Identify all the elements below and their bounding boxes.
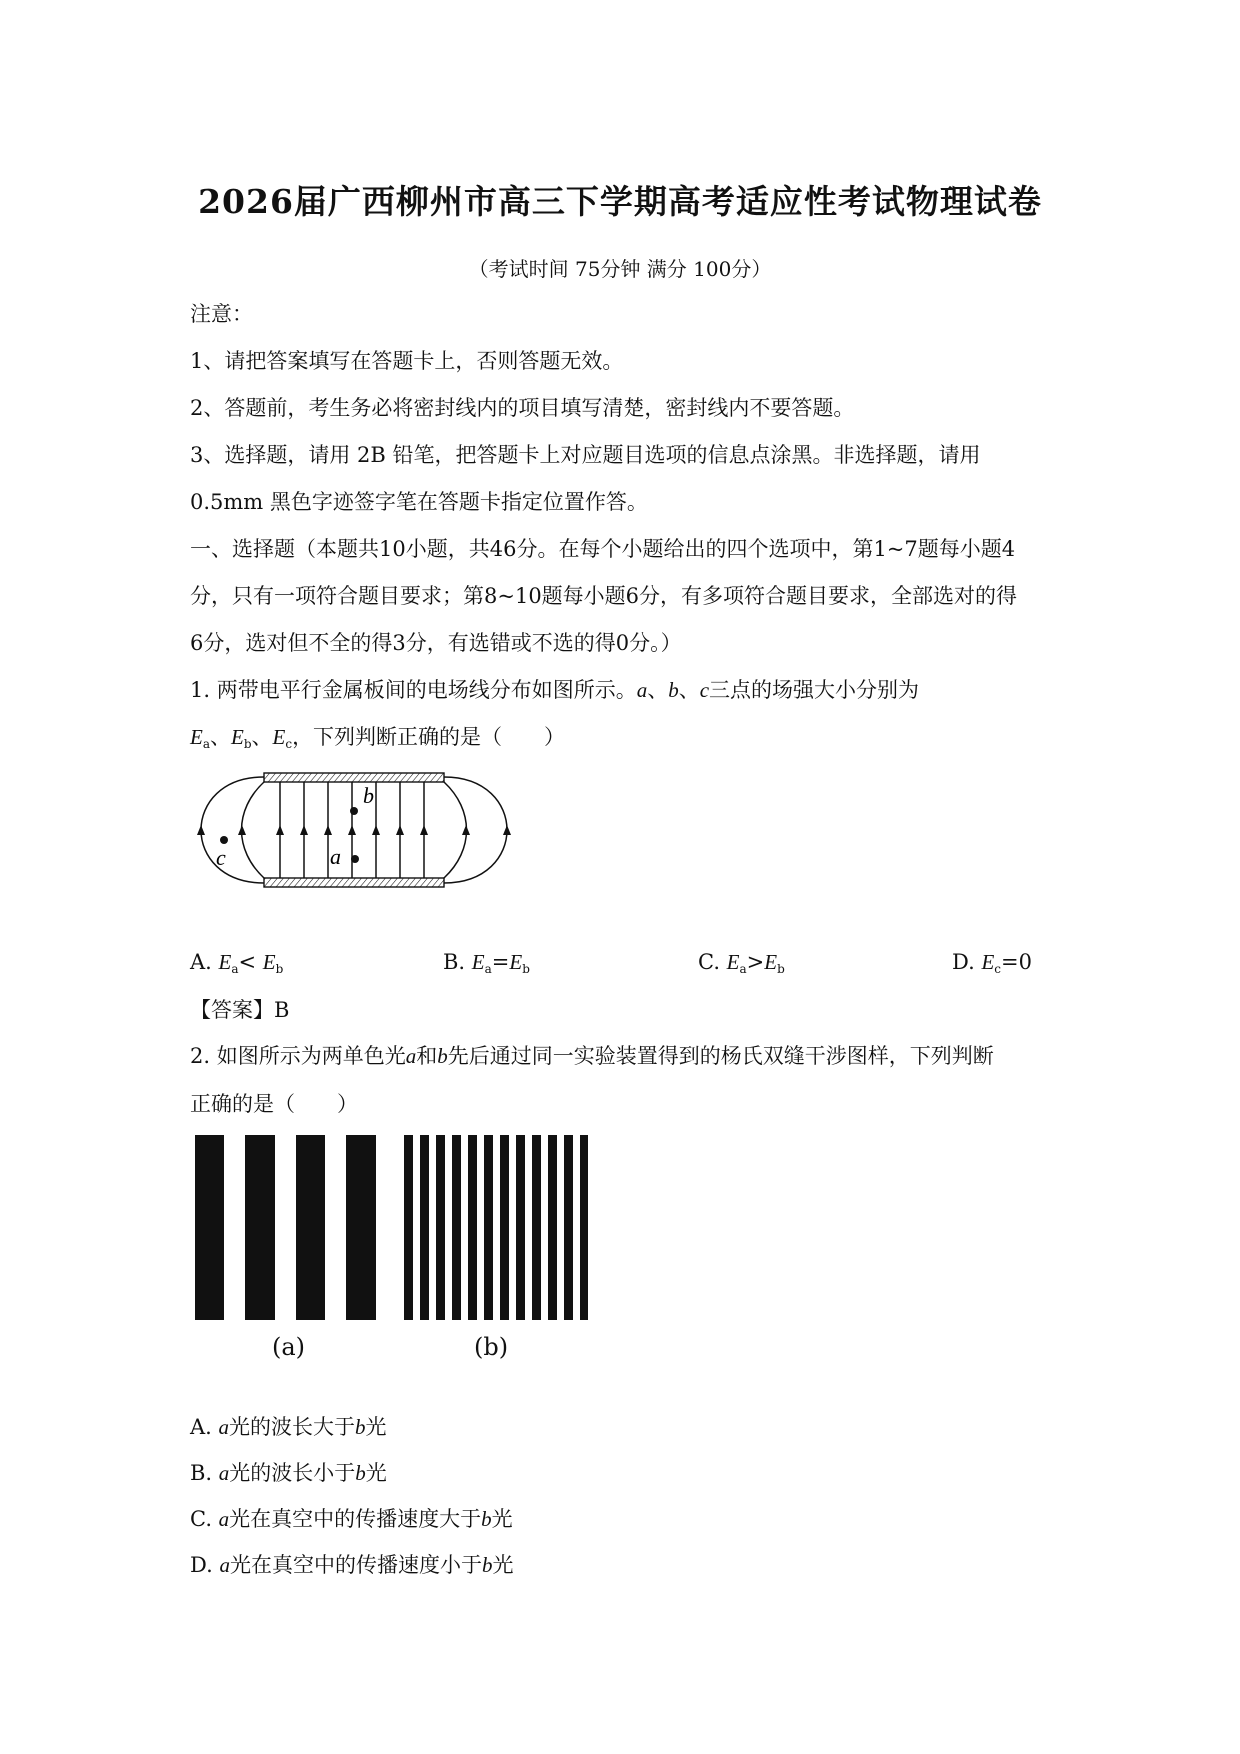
- q1-option-c[interactable]: [698, 950, 785, 976]
- option-text: 光的波长大于: [229, 1415, 356, 1439]
- dark-fringe: [516, 1135, 525, 1320]
- q1-stem-line2: [190, 721, 565, 751]
- point-a-label: a: [330, 844, 341, 869]
- q1-stem-line1: [190, 674, 919, 704]
- q2-stem-text: 先后通过同一实验装置得到的杨氏双缝干涉图样，下列判断: [447, 1044, 994, 1068]
- dark-fringe: [580, 1135, 588, 1320]
- var-E: E: [272, 725, 286, 749]
- separator: 、: [678, 678, 700, 702]
- top-plate: [264, 773, 444, 782]
- var-E: E: [218, 950, 232, 974]
- bottom-plate: [264, 878, 444, 887]
- option-text: 光: [365, 1415, 387, 1439]
- arrowhead: [348, 825, 356, 835]
- q2-option-d[interactable]: [190, 1549, 513, 1579]
- q2-option-b[interactable]: [190, 1457, 387, 1487]
- var-E: E: [190, 725, 203, 749]
- section-instruction: 分，只有一项符合题目要求；第8~10题每小题6分，有多项符合题目要求，全部选对的得: [190, 584, 1018, 608]
- q1-option-b[interactable]: [443, 950, 530, 976]
- var-b: b: [481, 1553, 493, 1577]
- section-instruction: 6分，选对但不全的得3分，有选错或不选的得0分。）: [190, 631, 682, 655]
- subscript-b: b: [522, 962, 530, 976]
- operator: =0: [1001, 950, 1032, 974]
- option-prefix: A.: [190, 1415, 219, 1439]
- operator: <: [238, 950, 263, 974]
- dark-fringe: [548, 1135, 557, 1320]
- inner-field-line-left: [242, 782, 265, 878]
- option-prefix: B.: [443, 950, 472, 974]
- q1-option-d[interactable]: [952, 950, 1032, 976]
- notice-item: 0.5mm 黑色字迹签字笔在答题卡指定位置作答。: [190, 490, 648, 514]
- dark-fringe: [420, 1135, 429, 1320]
- dark-fringe: [484, 1135, 493, 1320]
- arrowhead: [276, 825, 284, 835]
- notice-item: 2、答题前，考生务必将密封线内的项目填写清楚，密封线内不要答题。: [190, 396, 855, 420]
- var-E: E: [509, 950, 523, 974]
- option-text: 光的波长小于: [229, 1461, 356, 1485]
- var-E: E: [981, 950, 995, 974]
- q1-option-a[interactable]: [190, 950, 283, 976]
- option-text: 光在真空中的传播速度大于: [229, 1507, 482, 1531]
- option-text: 光: [491, 1507, 513, 1531]
- conjunction: 和: [416, 1044, 438, 1068]
- subscript-b: b: [243, 737, 252, 751]
- option-text: 光在真空中的传播速度小于: [229, 1553, 482, 1577]
- point-c-dot: [220, 836, 228, 844]
- option-prefix: C.: [698, 950, 727, 974]
- operator: =: [491, 950, 510, 974]
- var-E: E: [764, 950, 778, 974]
- arrowhead: [197, 825, 205, 835]
- arrowhead: [396, 825, 404, 835]
- arrowhead: [372, 825, 380, 835]
- dark-fringe: [532, 1135, 541, 1320]
- page-title: 2026届广西柳州市高三下学期高考适应性考试物理试卷: [198, 182, 1042, 221]
- var-E: E: [262, 950, 276, 974]
- var-b: b: [437, 1044, 448, 1068]
- var-E: E: [726, 950, 740, 974]
- var-a: a: [218, 1461, 230, 1485]
- interference-pattern-a: [190, 1130, 380, 1320]
- q2-option-a[interactable]: [190, 1411, 387, 1441]
- dark-fringe: [452, 1135, 461, 1320]
- var-b: b: [668, 678, 679, 702]
- var-a: a: [219, 1553, 230, 1577]
- dark-fringe: [564, 1135, 573, 1320]
- notice-heading: 注意：: [190, 302, 253, 326]
- q2-option-c[interactable]: [190, 1503, 513, 1533]
- arrowhead: [503, 825, 511, 835]
- var-a: a: [218, 1415, 230, 1439]
- option-prefix: D.: [952, 950, 982, 974]
- inner-field-line-right: [444, 782, 467, 878]
- arrowhead: [238, 825, 246, 835]
- q1-stem-text: 三点的场强大小分别为: [709, 678, 920, 702]
- notice-item: 3、选择题，请用 2B 铅笔，把答题卡上对应题目选项的信息点涂黑。非选择题，请用: [190, 443, 981, 467]
- var-a: a: [405, 1044, 417, 1068]
- dark-fringe: [346, 1135, 376, 1320]
- var-b: b: [481, 1507, 492, 1531]
- option-prefix: D.: [190, 1553, 220, 1577]
- dark-fringe: [500, 1135, 509, 1320]
- var-E: E: [230, 725, 244, 749]
- point-a-dot: [351, 855, 359, 863]
- var-b: b: [355, 1415, 366, 1439]
- var-E: E: [471, 950, 485, 974]
- dark-fringe: [296, 1135, 325, 1320]
- electric-field-diagram: [192, 765, 552, 905]
- arrowhead: [462, 825, 470, 835]
- dark-fringe: [195, 1135, 224, 1320]
- subscript-a: a: [202, 737, 210, 751]
- option-text: 光: [492, 1553, 514, 1577]
- arrowhead: [324, 825, 332, 835]
- option-prefix: B.: [190, 1461, 219, 1485]
- dark-fringe: [245, 1135, 275, 1320]
- dark-fringe: [436, 1135, 445, 1320]
- subscript-c: c: [994, 962, 1002, 976]
- q2-stem-line2: 正确的是（ ）: [190, 1092, 358, 1116]
- option-prefix: A.: [190, 950, 219, 974]
- separator: 、: [209, 725, 231, 749]
- dark-fringe: [468, 1135, 477, 1320]
- q1-answer: 【答案】B: [190, 998, 290, 1022]
- subscript-a: a: [739, 962, 747, 976]
- subscript-a: a: [484, 962, 492, 976]
- exam-info: （考试时间 75分钟 满分 100分）: [468, 257, 772, 281]
- q2-stem-line1: [190, 1040, 994, 1070]
- separator: 、: [251, 725, 273, 749]
- var-a: a: [636, 678, 648, 702]
- arrowhead: [420, 825, 428, 835]
- interference-pattern-b: [400, 1130, 590, 1320]
- point-b-dot: [350, 807, 358, 815]
- dark-fringe: [404, 1135, 413, 1320]
- var-a: a: [218, 1507, 230, 1531]
- notice-item: 1、请把答案填写在答题卡上，否则答题无效。: [190, 349, 624, 373]
- var-b: b: [355, 1461, 366, 1485]
- separator: 、: [647, 678, 669, 702]
- point-c-label: c: [216, 845, 226, 870]
- section-instruction: 一、选择题（本题共10小题，共46分。在每个小题给出的四个选项中，第1~7题每小题4: [190, 537, 1016, 561]
- point-b-label: b: [363, 783, 374, 808]
- subscript-b: b: [275, 962, 284, 976]
- operator: >: [746, 950, 765, 974]
- q1-stem-text: 1. 两带电平行金属板间的电场线分布如图所示。: [190, 678, 637, 702]
- arrowhead: [300, 825, 308, 835]
- q2-stem-text: 2. 如图所示为两单色光: [190, 1044, 406, 1068]
- subscript-b: b: [777, 962, 785, 976]
- option-prefix: C.: [190, 1507, 219, 1531]
- q1-stem-text: ，下列判断正确的是（ ）: [292, 725, 566, 749]
- var-c: c: [699, 678, 710, 702]
- option-text: 光: [365, 1461, 387, 1485]
- figure-caption-b: (b): [474, 1333, 509, 1361]
- subscript-c: c: [285, 737, 293, 751]
- figure-caption-a: (a): [272, 1333, 306, 1361]
- subscript-a: a: [231, 962, 239, 976]
